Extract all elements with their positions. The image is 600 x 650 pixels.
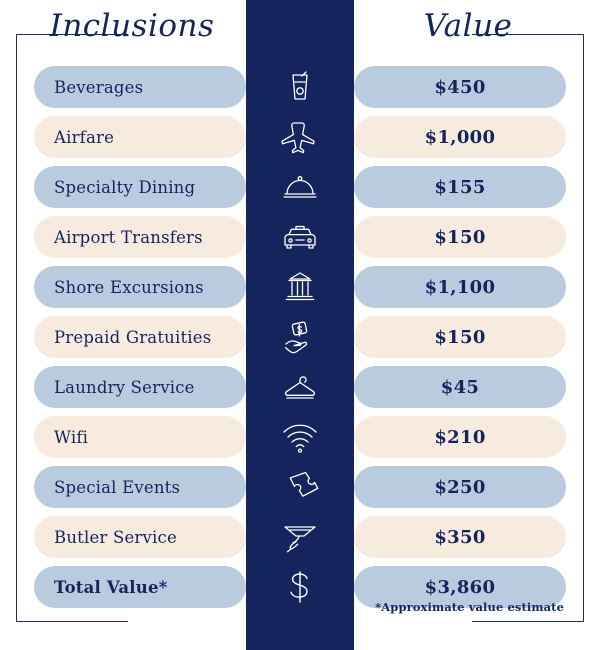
monument-icon <box>246 262 354 312</box>
row-value-pill <box>354 166 566 208</box>
cloche-dome-icon <box>246 162 354 212</box>
frame-line-bottom-left <box>16 621 128 622</box>
row-label: Wifi <box>54 427 89 447</box>
row-value-pill <box>354 266 566 308</box>
row-value: $450 <box>434 76 486 98</box>
airplane-icon <box>246 112 354 162</box>
table-row <box>0 112 600 162</box>
frame-line-bottom-right <box>472 621 584 622</box>
table-row <box>0 62 600 112</box>
row-value-pill <box>354 366 566 408</box>
row-value-pill <box>354 216 566 258</box>
row-label-pill <box>34 266 246 308</box>
row-value-pill <box>354 316 566 358</box>
footnote: *Approximate value estimate <box>375 600 564 614</box>
header-inclusions: Inclusions <box>49 8 215 44</box>
row-label: Total Value* <box>54 577 168 597</box>
row-label: Butler Service <box>54 527 177 547</box>
row-label: Airfare <box>54 127 115 147</box>
table-row <box>0 312 600 362</box>
row-value-pill <box>354 466 566 508</box>
row-label-pill <box>34 116 246 158</box>
table-row <box>0 412 600 462</box>
hand-money-icon <box>246 312 354 362</box>
row-label: Beverages <box>54 77 144 97</box>
taxi-car-icon <box>246 212 354 262</box>
row-label: Specialty Dining <box>54 177 196 197</box>
drink-glass-icon <box>246 62 354 112</box>
row-value: $210 <box>434 426 486 448</box>
row-label: Airport Transfers <box>54 227 203 247</box>
row-value: $350 <box>434 526 486 548</box>
row-value: $1,000 <box>424 126 496 148</box>
row-label-pill <box>34 416 246 458</box>
row-value: $1,100 <box>424 276 496 298</box>
table-row <box>0 512 600 562</box>
row-label-pill <box>34 216 246 258</box>
butler-tray-icon <box>246 512 354 562</box>
table-header <box>0 0 600 62</box>
table-body <box>0 62 600 612</box>
row-value: $45 <box>440 376 480 398</box>
row-label-pill <box>34 466 246 508</box>
row-value: $155 <box>434 176 486 198</box>
wifi-icon <box>246 412 354 462</box>
dollar-sign-icon <box>246 562 354 612</box>
row-value: $150 <box>434 226 486 248</box>
row-value-pill <box>354 66 566 108</box>
table-row <box>0 212 600 262</box>
row-label-pill <box>34 316 246 358</box>
row-label-pill <box>34 166 246 208</box>
row-label-pill <box>34 566 246 608</box>
row-value: $150 <box>434 326 486 348</box>
row-label: Prepaid Gratuities <box>54 327 212 347</box>
row-label-pill <box>34 516 246 558</box>
row-value-pill <box>354 416 566 458</box>
row-value: $3,860 <box>424 576 496 598</box>
row-value-pill <box>354 516 566 558</box>
row-value-pill <box>354 116 566 158</box>
row-label-pill <box>34 66 246 108</box>
table-row <box>0 162 600 212</box>
row-label: Laundry Service <box>54 377 195 397</box>
table-row <box>0 362 600 412</box>
row-label: Special Events <box>54 477 181 497</box>
row-value: $250 <box>434 476 486 498</box>
header-value: Value <box>423 8 513 44</box>
table-row <box>0 262 600 312</box>
row-label: Shore Excursions <box>54 277 204 297</box>
row-label-pill <box>34 366 246 408</box>
ticket-icon <box>246 462 354 512</box>
table-row <box>0 462 600 512</box>
coat-hanger-icon <box>246 362 354 412</box>
